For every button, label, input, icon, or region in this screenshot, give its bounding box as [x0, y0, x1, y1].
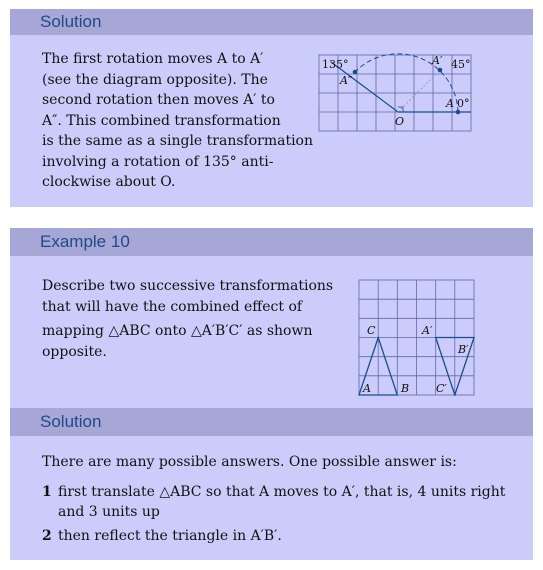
- example-panel: [10, 256, 533, 408]
- example-heading-text: Example 10: [40, 232, 130, 251]
- point-a1: [438, 68, 443, 73]
- solution2-intro: There are many possible answers. One possible answer is:: [42, 454, 457, 470]
- example-line: mapping △ABC onto △A′B′C′ as shown: [42, 323, 313, 339]
- steps-list: [42, 482, 522, 552]
- step-number: 1: [42, 484, 52, 500]
- label-a2: A″: [340, 74, 353, 87]
- solution-line: is the same as a single transformation: [42, 133, 314, 149]
- label-o: O: [395, 115, 405, 128]
- label-a: A: [363, 382, 371, 395]
- example-text: [42, 276, 333, 363]
- solution2-heading: [10, 408, 533, 436]
- step-text: and 3 units up: [58, 504, 160, 520]
- solution2-heading-text: Solution: [40, 412, 102, 431]
- label-a: A: [446, 97, 454, 110]
- solution-line: involving a rotation of 135° anti-: [42, 153, 274, 170]
- solution-line: The first rotation moves A to A′: [42, 51, 264, 67]
- triangle-diagram: [357, 278, 477, 396]
- label-45: 45°: [451, 58, 471, 71]
- example-line: that will have the combined effect of: [42, 299, 303, 315]
- solution-line: A″. This combined transformation: [42, 112, 281, 129]
- label-0: 0°: [457, 97, 470, 110]
- solution-line: clockwise about O.: [42, 174, 176, 190]
- solution-line: (see the diagram opposite). The: [42, 71, 268, 88]
- solution-heading-text: Solution: [40, 12, 102, 31]
- label-a1: A′: [432, 54, 443, 67]
- solution-heading: [10, 9, 533, 35]
- example-heading: [10, 228, 533, 256]
- example-line: opposite.: [42, 344, 107, 360]
- solution-panel: [10, 35, 533, 207]
- label-a1: A′: [422, 324, 433, 337]
- example-line: Describe two successive transformations: [42, 278, 334, 294]
- point-a: [456, 110, 461, 115]
- solution-text: [42, 49, 313, 193]
- label-b: B: [401, 382, 410, 395]
- step-text: first translate △ABC so that A moves to A′, that is, 4 units right: [58, 484, 506, 500]
- label-c1: C′: [436, 382, 447, 395]
- label-c: C: [367, 324, 376, 337]
- point-a2: [353, 70, 358, 75]
- step-number: 2: [42, 528, 52, 544]
- line-o-a1: [398, 70, 440, 112]
- rotation-diagram: [317, 53, 487, 153]
- solution-line: second rotation then moves A′ to: [42, 92, 275, 108]
- solution2-panel: [10, 436, 533, 560]
- step-text: then reflect the triangle in A′B′.: [58, 528, 282, 544]
- label-b1: B′: [458, 343, 469, 356]
- label-135: 135°: [322, 58, 349, 71]
